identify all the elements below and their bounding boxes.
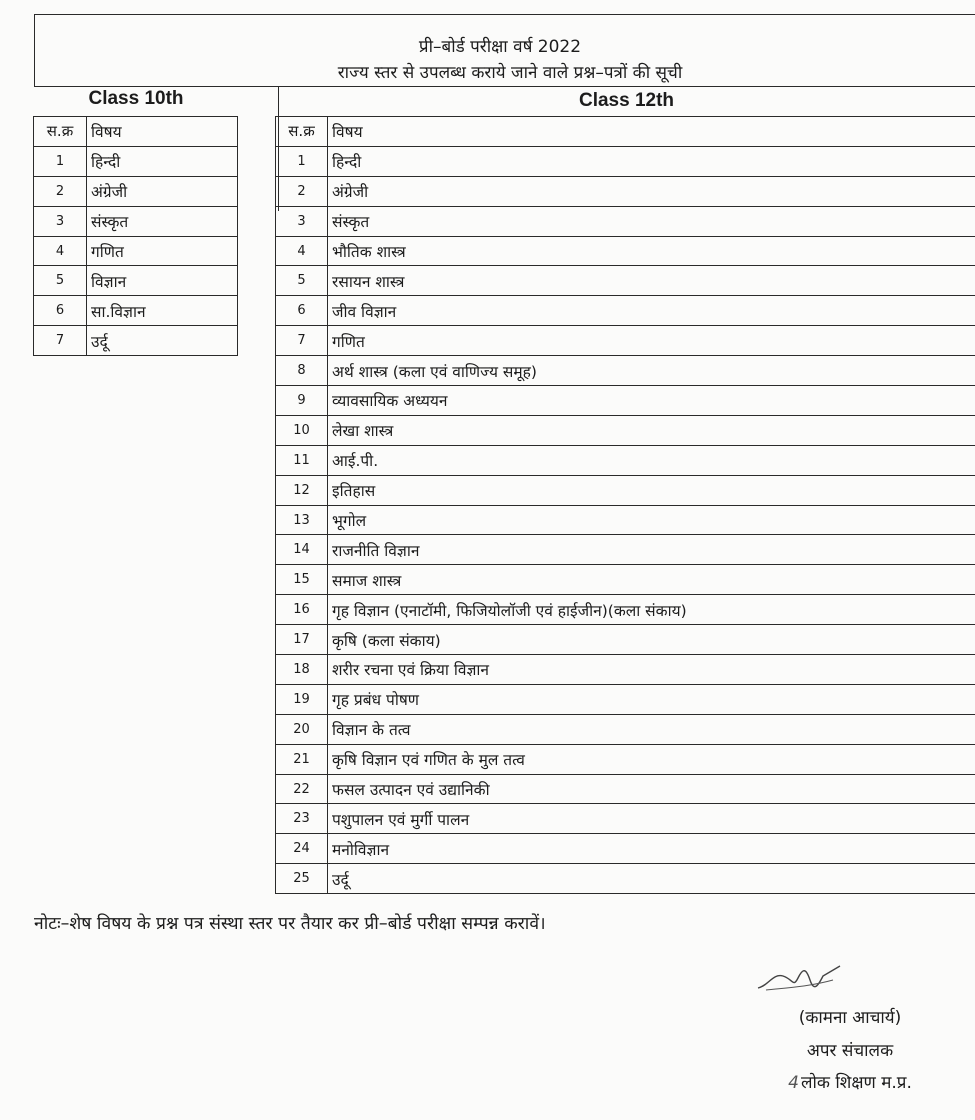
document-title: प्री–बोर्ड परीक्षा वर्ष 2022 bbox=[418, 37, 582, 57]
subject-cell: कृषि विज्ञान एवं गणित के मुल तत्व bbox=[328, 744, 975, 774]
table-header-row bbox=[276, 117, 975, 147]
table-row bbox=[34, 206, 238, 236]
serial-number-cell: 4 bbox=[34, 236, 87, 266]
table-row bbox=[276, 804, 975, 834]
table-row bbox=[34, 236, 238, 266]
serial-number-cell: 6 bbox=[276, 296, 328, 326]
subject-cell: उर्दू bbox=[328, 864, 975, 894]
subject-cell: संस्कृत bbox=[87, 206, 238, 236]
table-row bbox=[34, 326, 238, 356]
office-name: लोक शिक्षण म.प्र. bbox=[800, 1073, 912, 1093]
class10-subject-table bbox=[33, 116, 238, 356]
subject-cell: शरीर रचना एवं क्रिया विज्ञान bbox=[328, 655, 975, 685]
table-row bbox=[276, 296, 975, 326]
table-row bbox=[276, 714, 975, 744]
subject-column-header: विषय bbox=[328, 117, 975, 147]
serial-number-cell: 3 bbox=[34, 206, 87, 236]
table-row bbox=[276, 326, 975, 356]
serial-number-cell: 2 bbox=[276, 176, 328, 206]
subject-cell: आई.पी. bbox=[328, 445, 975, 475]
table-row bbox=[276, 475, 975, 505]
serial-number-cell: 7 bbox=[34, 326, 87, 356]
serial-number-cell: 5 bbox=[276, 266, 328, 296]
table-row bbox=[276, 356, 975, 386]
serial-number-cell: 17 bbox=[276, 625, 328, 655]
subject-cell: भौतिक शास्त्र bbox=[328, 236, 975, 266]
subject-cell: उर्दू bbox=[87, 326, 238, 356]
header-divider bbox=[34, 86, 975, 87]
subject-cell: अंग्रेजी bbox=[87, 176, 238, 206]
subject-cell: लेखा शास्त्र bbox=[328, 415, 975, 445]
subject-cell: हिन्दी bbox=[328, 146, 975, 176]
subject-cell: भूगोल bbox=[328, 505, 975, 535]
table-row bbox=[276, 176, 975, 206]
class12-subject-table bbox=[275, 116, 975, 894]
table-row bbox=[276, 386, 975, 416]
subject-cell: जीव विज्ञान bbox=[328, 296, 975, 326]
subject-cell: अंग्रेजी bbox=[328, 176, 975, 206]
subject-cell: विज्ञान bbox=[87, 266, 238, 296]
serial-number-cell: 3 bbox=[276, 206, 328, 236]
subject-cell: फसल उत्पादन एवं उद्यानिकी bbox=[328, 774, 975, 804]
serial-number-cell: 15 bbox=[276, 565, 328, 595]
subject-cell: पशुपालन एवं मुर्गी पालन bbox=[328, 804, 975, 834]
serial-number-cell: 4 bbox=[276, 236, 328, 266]
signatory-name: (कामना आचार्य) bbox=[798, 1008, 902, 1028]
signatory-office bbox=[770, 1070, 930, 1093]
table-row bbox=[276, 206, 975, 236]
serial-number-cell: 20 bbox=[276, 714, 328, 744]
serial-number-cell: 1 bbox=[34, 146, 87, 176]
subject-cell: कृषि (कला संकाय) bbox=[328, 625, 975, 655]
handwritten-initial: 4 bbox=[788, 1073, 799, 1093]
serial-number-cell: 14 bbox=[276, 535, 328, 565]
table-row bbox=[276, 655, 975, 685]
serial-number-cell: 6 bbox=[34, 296, 87, 326]
table-row bbox=[276, 505, 975, 535]
sno-column-header: स.क्र bbox=[276, 117, 328, 147]
signature-scribble bbox=[748, 958, 848, 998]
subject-cell: गणित bbox=[87, 236, 238, 266]
table-row bbox=[34, 296, 238, 326]
subject-cell: गृह विज्ञान (एनाटॉमी, फिजियोलॉजी एवं हाईजीन)(कला संकाय) bbox=[328, 595, 975, 625]
table-row bbox=[276, 146, 975, 176]
table-row bbox=[276, 266, 975, 296]
table-row bbox=[276, 445, 975, 475]
frame-left-border bbox=[34, 14, 35, 87]
table-row bbox=[34, 266, 238, 296]
subject-cell: गृह प्रबंध पोषण bbox=[328, 684, 975, 714]
serial-number-cell: 10 bbox=[276, 415, 328, 445]
subject-cell: संस्कृत bbox=[328, 206, 975, 236]
table-row bbox=[34, 146, 238, 176]
document-subtitle: राज्य स्तर से उपलब्ध कराये जाने वाले प्रश्न–पत्रों की सूची bbox=[337, 63, 683, 83]
serial-number-cell: 11 bbox=[276, 445, 328, 475]
class12-heading: Class 12th bbox=[578, 90, 675, 111]
serial-number-cell: 18 bbox=[276, 655, 328, 685]
serial-number-cell: 22 bbox=[276, 774, 328, 804]
table-row bbox=[276, 864, 975, 894]
subject-cell: इतिहास bbox=[328, 475, 975, 505]
serial-number-cell: 7 bbox=[276, 326, 328, 356]
subject-cell: विज्ञान के तत्व bbox=[328, 714, 975, 744]
serial-number-cell: 19 bbox=[276, 684, 328, 714]
serial-number-cell: 16 bbox=[276, 595, 328, 625]
table-row bbox=[276, 565, 975, 595]
serial-number-cell: 24 bbox=[276, 834, 328, 864]
subject-cell: सा.विज्ञान bbox=[87, 296, 238, 326]
subject-cell: अर्थ शास्त्र (कला एवं वाणिज्य समूह) bbox=[328, 356, 975, 386]
subject-cell: रसायन शास्त्र bbox=[328, 266, 975, 296]
serial-number-cell: 12 bbox=[276, 475, 328, 505]
serial-number-cell: 9 bbox=[276, 386, 328, 416]
serial-number-cell: 8 bbox=[276, 356, 328, 386]
subject-cell: हिन्दी bbox=[87, 146, 238, 176]
table-row bbox=[276, 684, 975, 714]
table-row bbox=[276, 595, 975, 625]
subject-column-header: विषय bbox=[87, 117, 238, 147]
table-row bbox=[276, 535, 975, 565]
table-row bbox=[276, 834, 975, 864]
serial-number-cell: 5 bbox=[34, 266, 87, 296]
serial-number-cell: 23 bbox=[276, 804, 328, 834]
serial-number-cell: 13 bbox=[276, 505, 328, 535]
table-row bbox=[276, 625, 975, 655]
table-header-row bbox=[34, 117, 238, 147]
table-row bbox=[34, 176, 238, 206]
note-text: नोटः–शेष विषय के प्रश्न पत्र संस्था स्तर पर तैयार कर प्री–बोर्ड परीक्षा सम्पन्न करावें। bbox=[34, 914, 546, 934]
signatory-designation: अपर संचालक bbox=[806, 1041, 894, 1061]
subject-cell: राजनीति विज्ञान bbox=[328, 535, 975, 565]
subject-cell: व्यावसायिक अध्ययन bbox=[328, 386, 975, 416]
table-row bbox=[276, 415, 975, 445]
frame-top-border bbox=[34, 14, 975, 15]
table-row bbox=[276, 774, 975, 804]
table-row bbox=[276, 744, 975, 774]
subject-cell: गणित bbox=[328, 326, 975, 356]
serial-number-cell: 2 bbox=[34, 176, 87, 206]
serial-number-cell: 25 bbox=[276, 864, 328, 894]
class10-heading: Class 10th bbox=[88, 88, 184, 109]
subject-cell: मनोविज्ञान bbox=[328, 834, 975, 864]
sno-column-header: स.क्र bbox=[34, 117, 87, 147]
serial-number-cell: 21 bbox=[276, 744, 328, 774]
table-row bbox=[276, 236, 975, 266]
serial-number-cell: 1 bbox=[276, 146, 328, 176]
subject-cell: समाज शास्त्र bbox=[328, 565, 975, 595]
